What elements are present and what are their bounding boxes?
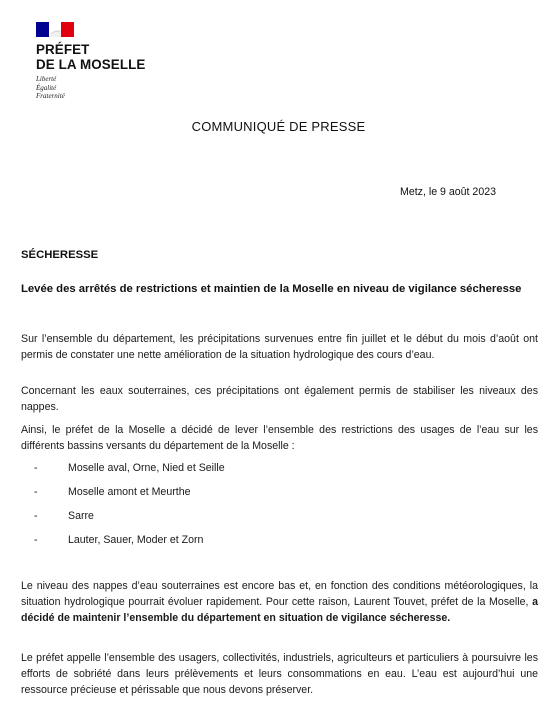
press-release-headline: Levée des arrêtés de restrictions et maintien de la Moselle en niveau de vigilance sécheresse: [21, 283, 522, 295]
basin-label: Moselle amont et Meurthe: [68, 486, 191, 498]
paragraph-rainfall: Sur l’ensemble du département, les précipitations survenues entre fin juillet et le début du mois d’août ont permis de constater une nette amélioration de la situation hydrologique des cours d’eau.: [21, 333, 538, 361]
list-bullet: -: [34, 486, 38, 498]
list-item: [34, 456, 514, 480]
republique-francaise-flag-icon: [36, 22, 74, 37]
list-bullet: -: [34, 462, 38, 474]
document-title: COMMUNIQUÉ DE PRESSE: [191, 119, 366, 134]
list-bullet: -: [34, 534, 38, 546]
list-item: [34, 528, 514, 552]
motto: [36, 75, 166, 101]
date-line: Metz, le 9 août 2023: [400, 186, 496, 198]
paragraph-lifting-restrictions: Ainsi, le préfet de la Moselle a décidé de lever l’ensemble des restrictions des usages de l’eau sur les différents bassins versants du département de la Moselle :: [21, 424, 538, 452]
department-label: DE LA MOSELLE: [36, 57, 146, 72]
paragraph-appeal: Le préfet appelle l’ensemble des usagers, collectivités, industriels, agriculteurs et particuliers à poursuivre les efforts de sobriété dans leurs prélèvements et leurs consommations en eau. L’eau est aujourd’hui une ressource précieuse et périssable que nous devons préserver.: [21, 652, 538, 696]
motto-fraternite: Fraternité: [36, 92, 65, 101]
motto-liberte: Liberté: [36, 75, 57, 83]
list-bullet: -: [34, 510, 38, 522]
paragraph-groundwater: Concernant les eaux souterraines, ces précipitations ont également permis de stabiliser les niveaux des nappes.: [21, 385, 538, 413]
vigilance-text: Le niveau des nappes d’eau souterraines est encore bas et, en fonction des conditions météorologiques, la situation hydrologique pourrait évoluer rapidement. Pour cette raison, Laurent Touvet, préfet de la Moselle,: [21, 580, 538, 608]
paragraph-vigilance: [21, 578, 538, 626]
prefecture-logo: [36, 22, 166, 101]
vigilance-decision: a décidé de maintenir l’ensemble du département en situation de vigilance sécheresse.: [21, 596, 538, 624]
motto-egalite: Égalité: [36, 83, 57, 92]
basin-list: [34, 456, 514, 552]
basin-label: Lauter, Sauer, Moder et Zorn: [68, 534, 204, 546]
list-item: [34, 480, 514, 504]
list-item: [34, 504, 514, 528]
prefet-label: PRÉFET: [36, 42, 90, 57]
section-heading: SÉCHERESSE: [21, 249, 99, 261]
basin-label: Sarre: [68, 510, 94, 522]
basin-label: Moselle aval, Orne, Nied et Seille: [68, 462, 225, 474]
